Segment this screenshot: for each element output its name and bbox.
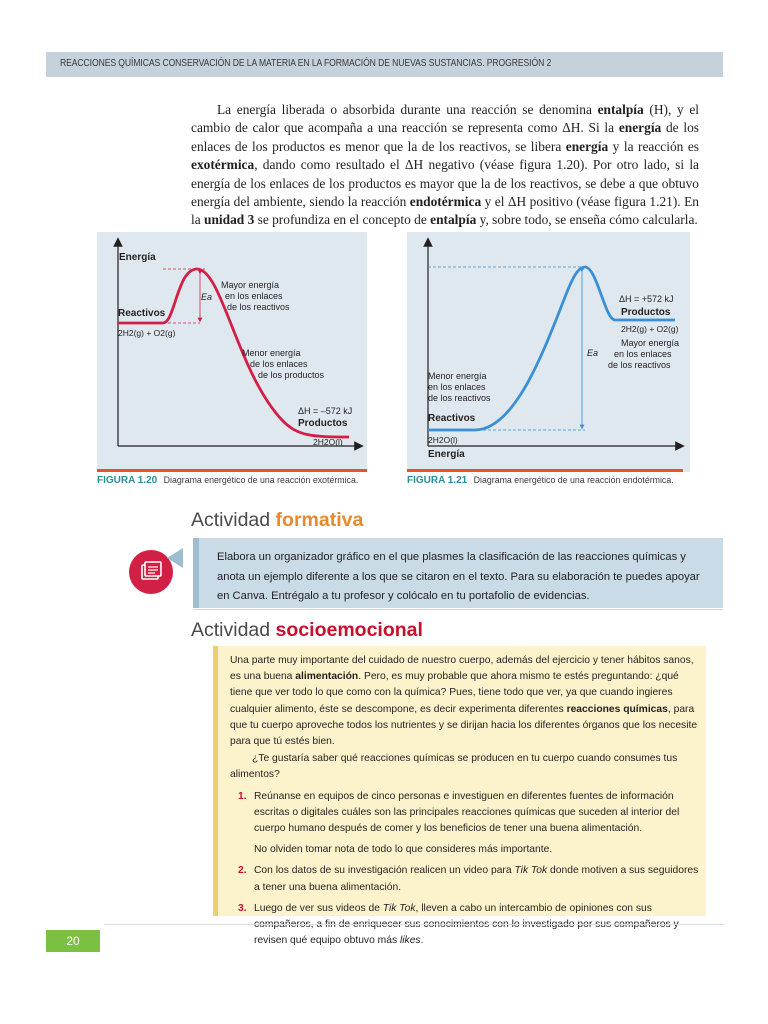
list-item: 3. Luego de ver sus videos de Tik Tok, lleven a cabo un intercambio de opiniones con sus revisen qué equipo obtuvo más likes. [238, 902, 652, 947]
intro-text: y, sobre todo, se enseña cómo calcularla. [476, 212, 698, 228]
socio-title-prefix: Actividad [191, 619, 276, 641]
list-item-number: 2. [238, 865, 247, 877]
energy-axis-label: Energía [119, 252, 156, 263]
mayor-energia-2: en los enlaces [225, 291, 283, 301]
figure-left-rule [97, 469, 367, 472]
list-item-text: Reúnanse en equipos de cinco personas e investiguen en diferentes fuentes de información escritas o digitales cuáles son las principales reacciones químicas que suceden al interior del cuerpo humano después de comer y los beneficios de tener una buena alimentación. [254, 790, 680, 835]
chapter-header-title: REACCIONES QUÍMICAS CONSERVACIÓN DE LA MATERIA EN LA FORMACIÓN DE NUEVAS SUSTANCIAS. PROGRESIÓN 2 [60, 58, 552, 69]
intro-text: La energía liberada o absorbida durante una reacción se denomina [217, 102, 598, 117]
intro-bold: endotérmica [409, 194, 482, 210]
chapter-header [46, 52, 723, 77]
menor-energia-3: de los productos [258, 370, 325, 380]
products-formula: 2H2O(l) [313, 437, 343, 447]
formativa-pointer [167, 548, 183, 568]
reactants-formula: 2H2(g) + O2(g) [118, 328, 176, 338]
caption-figure-number: FIGURA 1.20 [97, 475, 158, 486]
intro-text: de los enlaces de los productos es menor que la de los reactivos, se libera [191, 120, 699, 154]
reactants-label: Reactivos [118, 308, 166, 319]
intro-text: se profundiza en el concepto de [254, 212, 431, 228]
socio-box [213, 646, 706, 947]
endothermic-diagram [407, 232, 690, 472]
intro-bold: entalpía [597, 102, 644, 117]
figure-left-caption [97, 475, 358, 486]
intro-bold: energía [565, 138, 609, 154]
figure-exothermic [97, 232, 367, 472]
mayor-energia-1: Mayor energía [221, 280, 280, 290]
list-item: 2. Con los datos de su investigación realicen un video para Tik Tok donde motiven a sus seguidores a tener una buena alimentación. [238, 865, 699, 893]
menor-energia-1: Menor energía [242, 348, 301, 358]
socio-box-edge [213, 646, 218, 916]
mayor-energia-2: en los enlaces [614, 349, 672, 359]
intro-text: (H), y el cambio de calor que acompaña a una reacción se representa como ΔH. Si la [191, 102, 700, 136]
intro-bold: entalpía [430, 212, 477, 228]
caption-figure-number: FIGURA 1.21 [407, 475, 468, 486]
formativa-title [191, 509, 363, 532]
formativa-title-highlight: formativa [275, 509, 364, 531]
menor-energia-2: en los enlaces [428, 382, 486, 392]
menor-energia-2: de los enlaces [250, 359, 308, 369]
energy-axis-label: Energía [428, 449, 465, 460]
intro-bold: energía [618, 120, 662, 136]
socio-note: No olviden tomar nota de todo lo que consideres más importante. [254, 844, 553, 856]
figure-endothermic [407, 232, 690, 472]
products-formula: 2H2(g) + O2(g) [621, 324, 679, 334]
socio-content [230, 653, 700, 954]
socio-title-highlight: socioemocional [275, 619, 423, 641]
menor-energia-3: de los reactivos [428, 393, 491, 403]
page-number: 20 [46, 930, 100, 952]
intro-paragraph [191, 101, 699, 230]
delta-h-label: ΔH = +572 kJ [619, 294, 674, 304]
formativa-text: Elabora un organizador gráfico en el que plasmes la clasificación de las reacciones químicas y anota un ejemplo diferente a los que se citaron en el texto. Para su elaboración te puedes apoyar en Canva. Entrégalo a tu profesor y colócalo en tu portafolio de evidencias. [217, 551, 700, 602]
socio-question: ¿Te gustaría saber qué reacciones químicas se producen en tu cuerpo cuando consumes tus alimentos? [230, 753, 678, 781]
reactants-label: Reactivos [428, 413, 476, 424]
menor-energia-1: Menor energía [428, 371, 487, 381]
caption-text: Diagrama energético de una reacción exotérmica. [163, 475, 359, 485]
intro-bold: exotérmica [191, 157, 255, 173]
socio-intro: Una parte muy importante del cuidado de nuestro cuerpo, además del ejercicio y tener hábitos sanos, es una buena alimentación. Pero, es muy probable que ahora mismo te estés preguntando: ¿qué tiene que ver todo lo que como con la química? Pues, tiene todo que ver, ya que cuando ingieres cualquier alimento, éste se descompone, es decir experimenta diferentes reacciones químicas, para que tu cuerpo aproveche todos los nutrientes y se dirijan hacia los diferentes órganos que los necesite para que tú estés bien. [230, 655, 698, 748]
mayor-energia-3: de los reactivos [608, 360, 671, 370]
intro-text: y el ΔH positivo (véase figura 1.21). En la [191, 194, 700, 228]
delta-h-label: ΔH = –572 kJ [298, 406, 353, 416]
intro-bold: unidad 3 [204, 212, 255, 228]
reactants-formula: 2H2O(l) [428, 435, 458, 445]
mayor-energia-1: Mayor energía [621, 338, 680, 348]
caption-text: Diagrama energético de una reacción endotérmica. [473, 475, 674, 485]
formativa-box [193, 538, 723, 608]
list-item-number: 3. [238, 902, 247, 914]
formativa-title-prefix: Actividad [191, 509, 276, 531]
exothermic-diagram [97, 232, 367, 472]
list-item-number: 1. [238, 790, 247, 802]
formativa-box-edge [193, 538, 199, 608]
mayor-energia-3: de los reactivos [227, 302, 290, 312]
ea-label: Ea [201, 292, 213, 302]
formativa-divider [193, 609, 723, 610]
intro-text: y la reacción es [608, 138, 699, 154]
footer-divider [104, 924, 724, 925]
intro-text: , dando como resultado el ΔH negativo (véase figura 1.20). Por otro lado, si la energía de los enlaces de los productos es mayor que la de los reactivos, se debe a que obtuvo energía del ambiente, siendo la reacción [191, 157, 699, 210]
ea-label: Ea [587, 348, 599, 358]
products-label: Productos [298, 418, 348, 429]
figure-right-rule [407, 469, 683, 472]
socio-title [191, 619, 423, 642]
list-item [230, 789, 700, 838]
figure-right-caption [407, 475, 674, 486]
products-label: Productos [621, 307, 671, 318]
